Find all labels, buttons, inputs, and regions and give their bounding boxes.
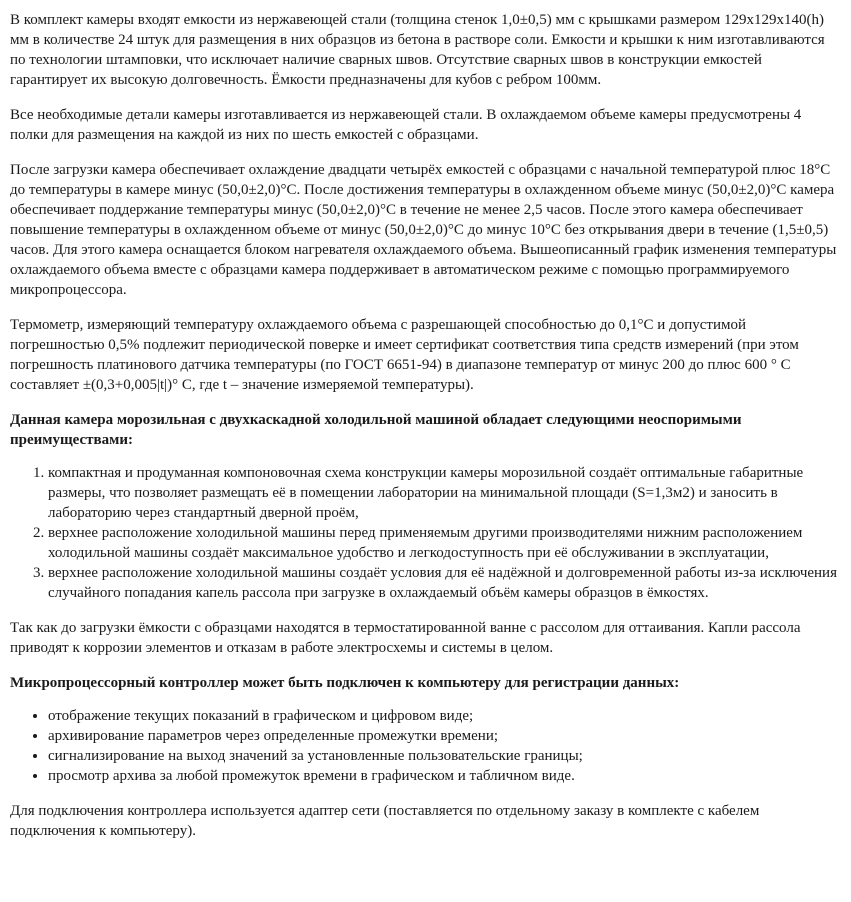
heading-controller: Микропроцессорный контроллер может быть подключен к компьютеру для регистрации данных: xyxy=(10,675,680,691)
list-item: • просмотр архива за любой промежуток времени в графическом и табличном виде. xyxy=(48,766,837,786)
paragraph-cooling-cycle: После загрузки камера обеспечивает охлаждение двадцати четырёх емкостей с образцами с начальной температурой плюс 18°С до температуры в камере минус (50,0±2,0)°С. После достижения температуры в охлажденном объеме минус (50,0±2,0)°С камера обеспечивает поддержание температуры минус (50,0±2,0)°С в течение не менее 2,5 часов. После этого камера обеспечивает повышение температуры в охлажденном объеме от минус (50,0±2,0)°С до минус 10°С без открывания двери в течение (1,5±0,5) часов. Для этого камера оснащается блоком нагревателя охлаждаемого объема. Вышеописанный график изменения температуры охлаждаемого объема вместе с образцами камера поддерживает в автоматическом режиме с помощью программируемого микропроцессора. xyxy=(10,162,837,298)
paragraph-containers: В комплект камеры входят емкости из нержавеющей стали (толщина стенок 1,0±0,5) мм с крышками размером 129х129х140(h) мм в количестве 24 штук для размещения в них образцов из бетона в растворе соли. Емкости и крышки к ним изготавливаются по технологии штамповки, что исключает наличие сварных швов. Отсутствие сварных швов в конструкции емкостей гарантирует их высокую долговечность. Ёмкости предназначены для кубов с ребром 100мм. xyxy=(10,12,825,88)
list-item: 2. верхнее расположение холодильной машины перед применяемым другими производителями нижним расположением холодильной машины создаёт максимальное удобство и легкодоступность при её обслуживании в эксплуатации, xyxy=(48,523,837,563)
heading-advantages: Данная камера морозильная с двухкаскадной холодильной машиной обладает следующими неоспоримыми преимуществами: xyxy=(10,412,742,448)
paragraph-stainless-parts: Все необходимые детали камеры изготавливается из нержавеющей стали. В охлаждаемом объеме камеры предусмотрены 4 полки для размещения на каждой из них по шесть емкостей с образцами. xyxy=(10,107,802,143)
paragraph-brine: Так как до загрузки ёмкости с образцами находятся в термостатированной ванне с рассолом для оттаивания. Капли рассола приводят к коррозии элементов и отказам в работе электросхемы и системы в целом. xyxy=(10,620,801,656)
controller-features-list xyxy=(10,706,837,786)
list-item: 1. компактная и продуманная компоновочная схема конструкции камеры морозильной создаёт оптимальные габаритные размеры, что позволяет размещать её в помещении лаборатории на минимальной площади (S=1,3м2) и заносить в лабораторию через стандартный дверной проём, xyxy=(48,463,837,523)
list-item: • сигнализирование на выход значений за установленные пользовательские границы; xyxy=(48,746,837,766)
list-item: • архивирование параметров через определенные промежутки времени; xyxy=(48,726,837,746)
list-item: 3. верхнее расположение холодильной машины создаёт условия для её надёжной и долговременной работы из-за исключения случайного попадания капель рассола при загрузке в охлаждаемый объём камеры образцов в ёмкостях. xyxy=(48,563,837,603)
advantages-list xyxy=(10,463,837,603)
paragraph-thermometer: Термометр, измеряющий температуру охлаждаемого объема с разрешающей способностью до 0,1°С и допустимой погрешностью 0,5% подлежит периодической поверке и имеет сертификат соответствия типа средств измерений (при этом погрешность платинового датчика температуры (по ГОСТ 6651-94) в диапазоне температур от минус 200 до плюс 600 ° С составляет ±(0,3+0,005|t|)° С, где t – значение измеряемой температуры). xyxy=(10,317,799,393)
list-item: • отображение текущих показаний в графическом и цифровом виде; xyxy=(48,706,837,726)
paragraph-adapter: Для подключения контроллера используется адаптер сети (поставляется по отдельному заказу в комплекте с кабелем подключения к компьютеру). xyxy=(10,803,760,839)
